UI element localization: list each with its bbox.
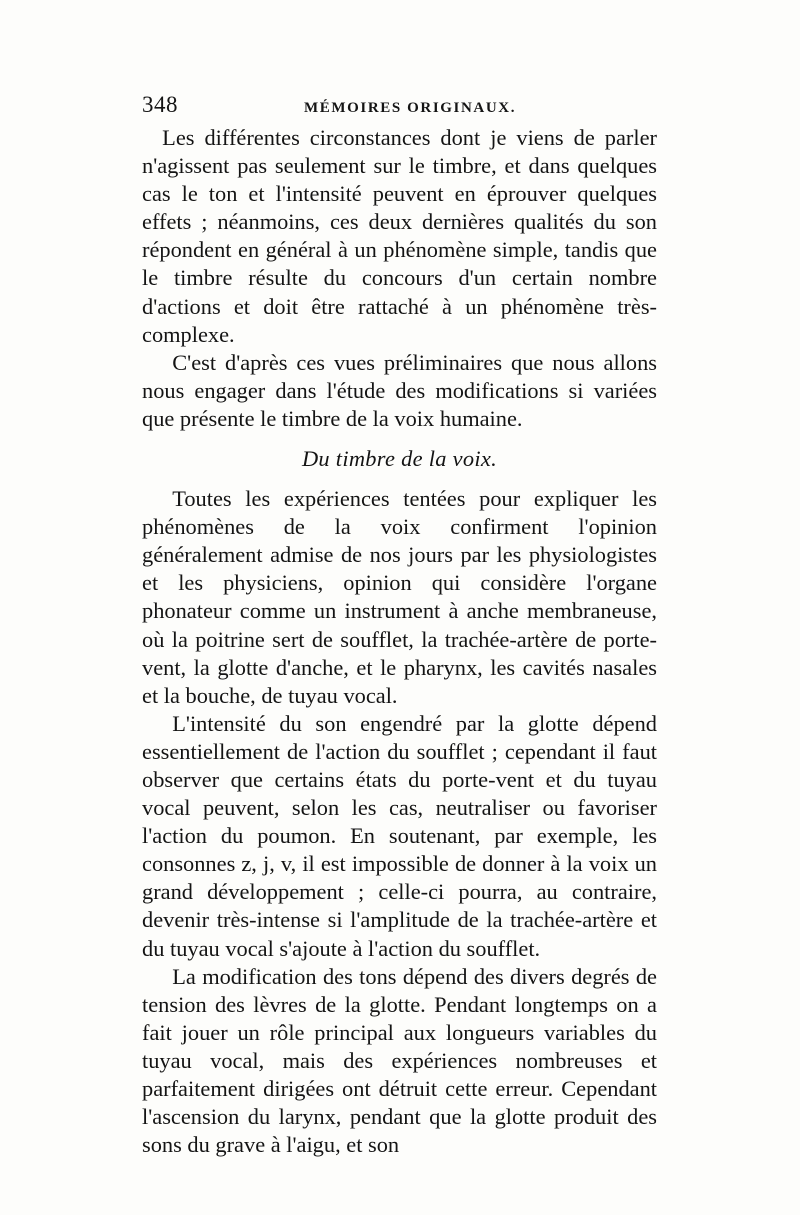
paragraph-2: C'est d'après ces vues préliminaires que nous allons nous engager dans l'étude des modifications si variées que présente le timbre de la voix humaine. [142, 349, 657, 431]
page-header [142, 92, 657, 122]
running-head: MÉMOIRES ORIGINAUX. [304, 100, 517, 116]
paragraph-4: L'intensité du son engendré par la glotte dépend essentiellement de l'action du soufflet ; cependant il faut observer que certains états du porte-vent et du tuyau vocal peuvent, selon les cas, neutraliser ou favoriser l'action du poumon. En soutenant, par exemple, les consonnes z, j, v, il est impossible de donner à la voix un grand développement ; celle-ci pourra, au contraire, devenir très-intense si l'amplitude de la trachée-artère et du tuyau vocal s'ajoute à l'action du soufflet. [142, 710, 657, 961]
section-title: Du timbre de la voix. [301, 446, 498, 472]
paragraph-5: La modification des tons dépend des divers degrés de tension des lèvres de la glotte. Pendant longtemps on a fait jouer un rôle principal aux longueurs variables du tuyau vocal, mais des expériences nombreuses et parfaitement dirigées ont détruit cette erreur. Cependant l'ascension du larynx, pendant que la glotte produit des sons du grave à l'aigu, et son [142, 963, 657, 1158]
page-number: 348 [142, 92, 178, 117]
paragraph-1: Les différentes circonstances dont je viens de parler n'agissent pas seulement sur le timbre, et dans quelques cas le ton et l'intensité peuvent en éprouver quelques effets ; néanmoins, ces deux dernières qualités du son répondent en général à un phénomène simple, tandis que le timbre résulte du concours d'un certain nombre d'actions et doit être rattaché à un phénomène très-complexe. [142, 125, 657, 347]
main-text [142, 124, 657, 1159]
paragraph-3: Toutes les expériences tentées pour expliquer les phénomènes de la voix confirment l'opinion généralement admise de nos jours par les physiologistes et les physiciens, opinion qui considère l'organe phonateur comme un instrument à anche membraneuse, où la poitrine sert de soufflet, la trachée-artère de porte-vent, la glotte d'anche, et le pharynx, les cavités nasales et la bouche, de tuyau vocal. [142, 486, 657, 708]
